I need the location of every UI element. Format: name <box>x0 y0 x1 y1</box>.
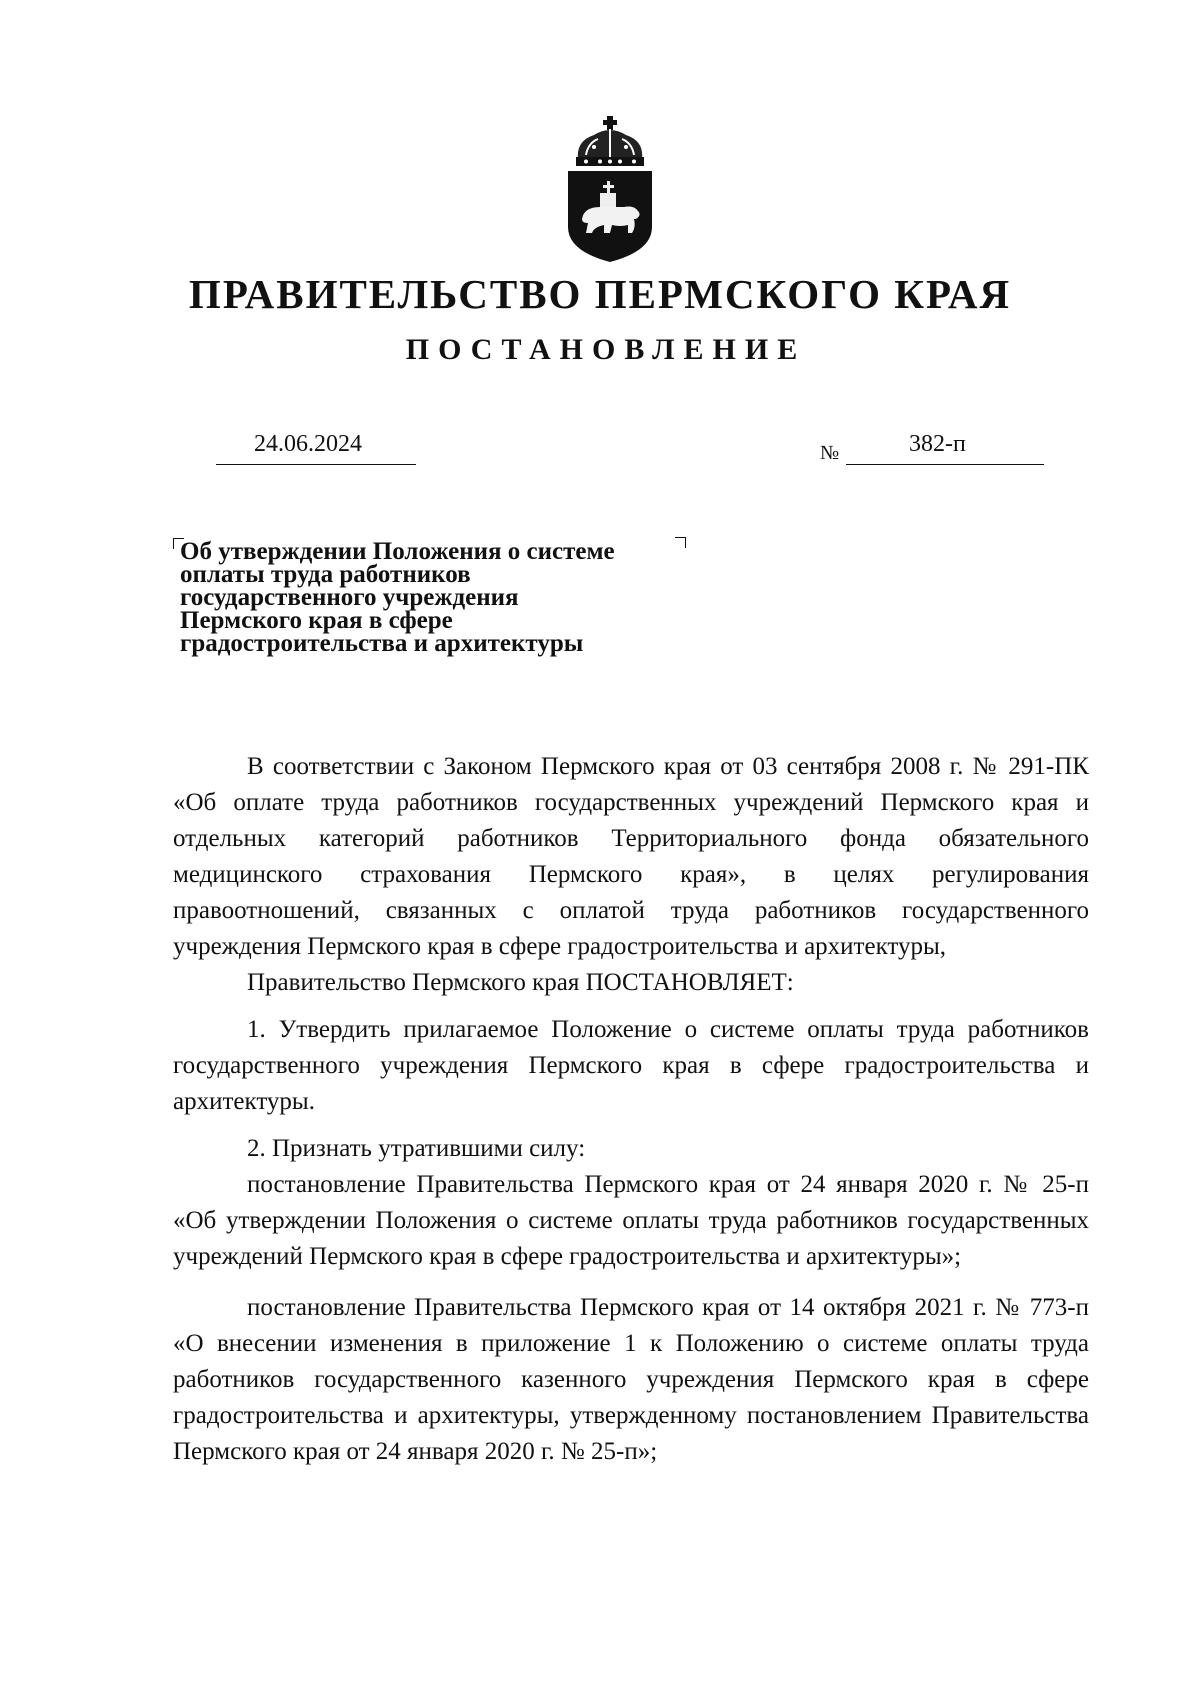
document-number-field <box>846 428 1044 465</box>
clause-1-paragraph: 1. Утвердить прилагаемое Положение о системе оплаты труда работников государственного учреждения Пермского края в сфере градостроительства и архитектуры. <box>173 1016 1089 1115</box>
perm-krai-coat-of-arms-icon <box>564 115 656 263</box>
document-subject <box>180 540 740 655</box>
document-date: 24.06.2024 <box>254 431 362 457</box>
subject-line: оплаты труда работников <box>180 561 471 588</box>
subject-line: Об утверждении Положения о системе <box>180 538 615 565</box>
document-number: 382-п <box>909 431 966 457</box>
clause-2-paragraph: 2. Признать утратившими силу: <box>247 1135 586 1162</box>
number-sign: № <box>820 442 840 464</box>
resolution-paragraph: Правительство Пермского края ПОСТАНОВЛЯЕТ: <box>247 969 794 996</box>
subject-line: государственного учреждения <box>180 584 519 611</box>
document-type: ПОСТАНОВЛЕНИЕ <box>405 333 807 366</box>
preamble-paragraph: В соответствии с Законом Пермского края от 03 сентября 2008 г. № 291-ПК «Об оплате труда работников государственных учреждений Пермского края и отдельных категорий работников Территориального фонда обязательного медицинского страхования Пермского края», в целях регулирования правоотношений, связанных с оплатой труда работников государственного учреждения Пермского края в сфере градостроительства и архитектуры, <box>173 753 1089 960</box>
document-date-field <box>216 428 416 465</box>
repealed-act-1-paragraph: постановление Правительства Пермского края от 24 января 2020 г. № 25-п «Об утверждении Положения о системе оплаты труда работников государственных учреждений Пермского края в сфере градостроительства и архитектуры»; <box>173 1171 1089 1270</box>
subject-line: Пермского края в сфере <box>180 607 453 634</box>
repealed-act-2-paragraph: постановление Правительства Пермского края от 14 октября 2021 г. № 773-п «О внесении изменения в приложение 1 к Положению о системе оплаты труда работников государственного казенного учреждения Пермского края в сфере градостроительства и архитектуры, утвержденному постановлением Правительства Пермского края от 24 января 2020 г. № 25-п»; <box>173 1294 1089 1465</box>
government-name: ПРАВИТЕЛЬСТВО ПЕРМСКОГО КРАЯ <box>188 271 1012 317</box>
subject-line: градостроительства и архитектуры <box>180 630 584 657</box>
document-body <box>173 749 1089 1470</box>
